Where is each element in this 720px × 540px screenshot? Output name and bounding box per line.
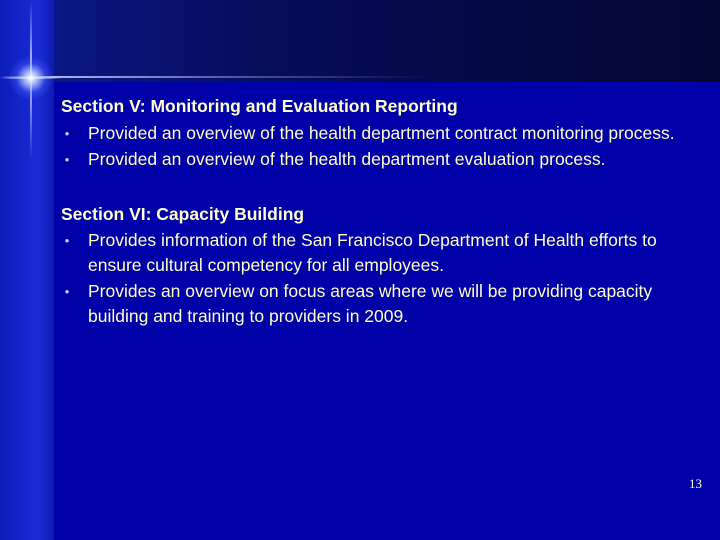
list-item-text: Provides information of the San Francisco Department of Health efforts to ensure cultural competency for all employees. [88,230,657,275]
list-item [61,147,691,172]
bullet-list [61,228,691,328]
bullet-list [61,121,691,172]
list-item-text: Provides an overview on focus areas where we will be providing capacity building and training to providers in 2009. [88,281,653,326]
list-item [61,279,691,328]
top-band [0,0,720,82]
list-item-text: Provided an overview of the health department evaluation process. [88,149,606,169]
bullet-icon: • [64,233,70,248]
section-title: Section V: Monitoring and Evaluation Reporting [61,96,458,116]
bullet-icon: • [64,284,70,299]
horizontal-rule [0,76,430,78]
list-item-text: Provided an overview of the health department contract monitoring process. [88,122,675,143]
bullet-icon: • [64,125,70,141]
list-item [61,121,691,146]
list-item [61,228,691,277]
section-title: Section VI: Capacity Building [61,203,305,224]
section-capacity-building [61,202,691,329]
section-monitoring [61,94,691,172]
star-icon [8,55,54,101]
slide-content [61,94,691,358]
page-number: 13 [689,476,702,491]
bullet-icon: • [64,152,70,167]
